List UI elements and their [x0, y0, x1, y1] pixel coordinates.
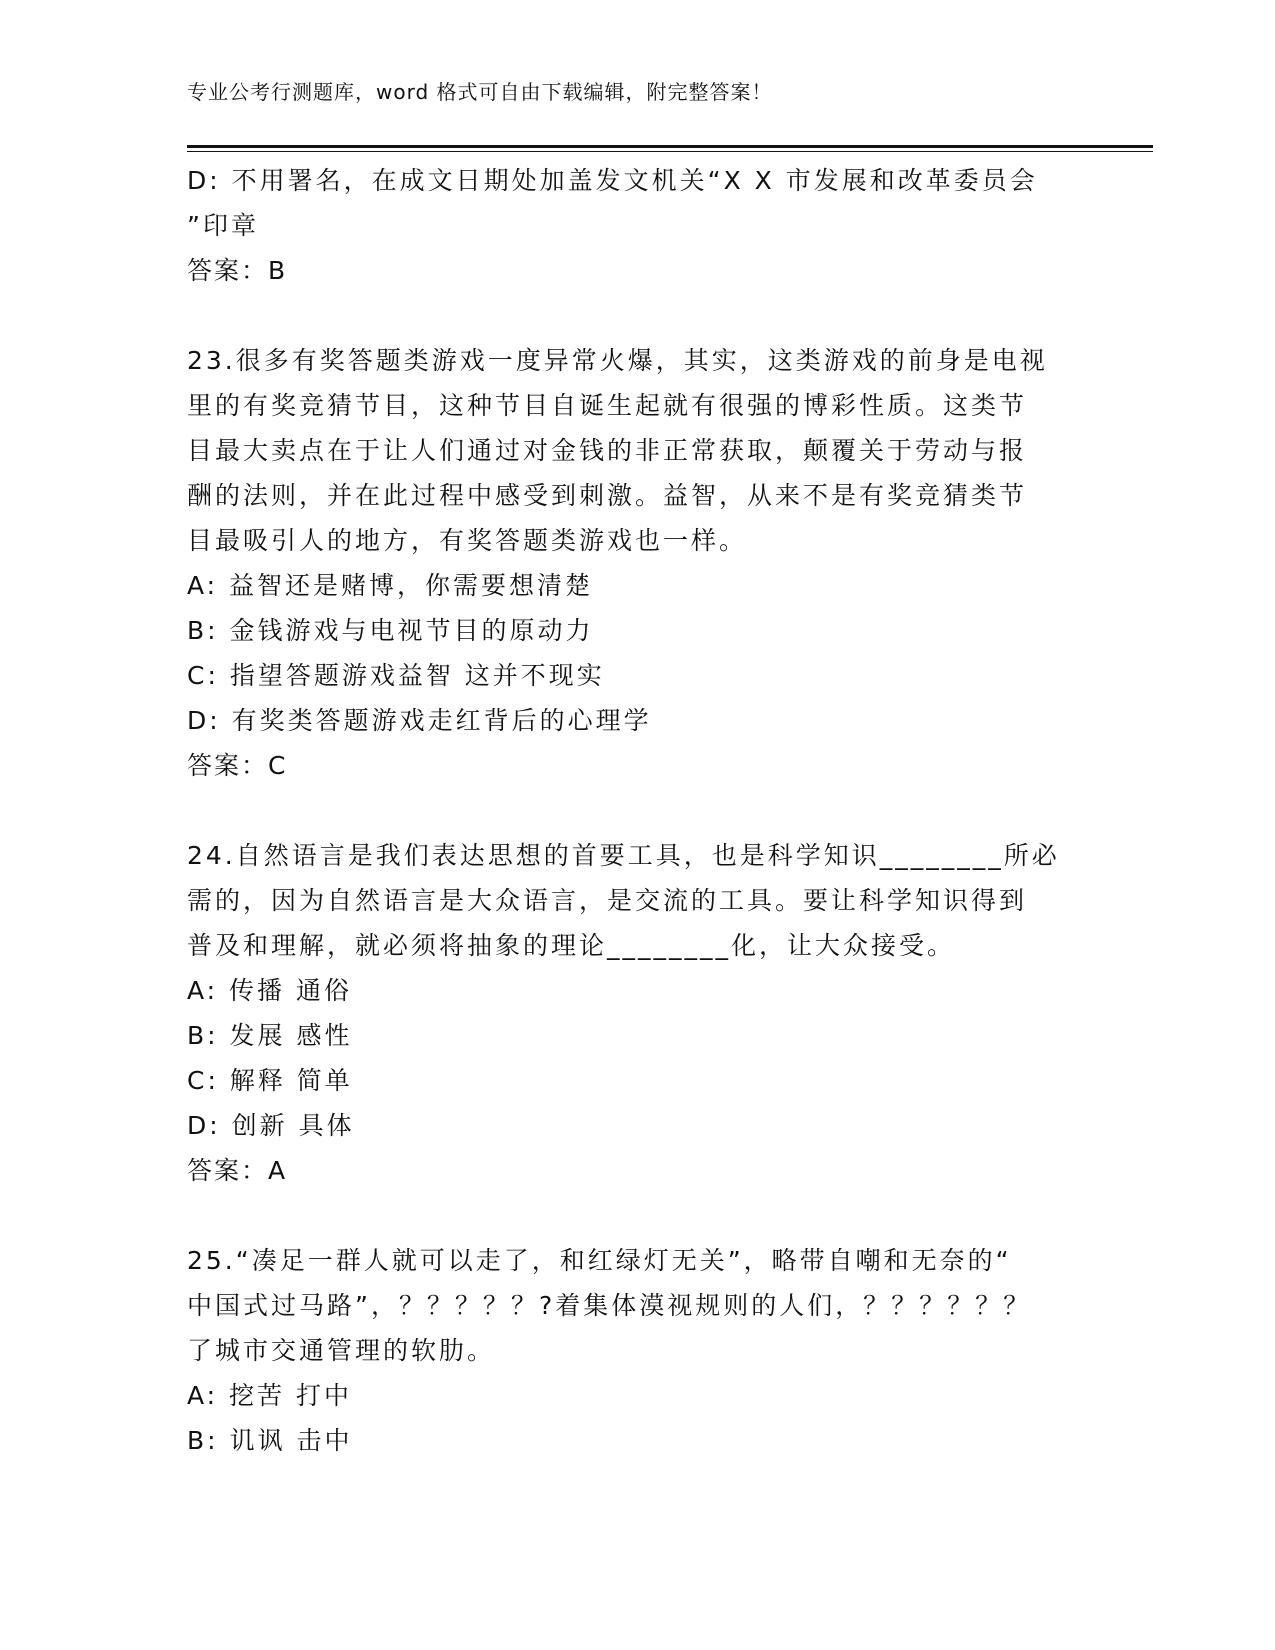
question-line: B: 发展 感性: [187, 1021, 353, 1050]
block-spacer: [187, 1194, 1087, 1238]
question-line: A: 传播 通俗: [187, 976, 352, 1005]
question-line: 里的有奖竞猜节目，这种节目自诞生起就有很强的博彩性质。这类节: [187, 391, 1028, 420]
block-spacer: [187, 789, 1087, 833]
question-line: D: 不用署名，在成文日期处加盖发文机关“X X 市发展和改革委员会: [187, 166, 1038, 195]
question-line: 目最吸引人的地方，有奖答题类游戏也一样。: [187, 526, 748, 555]
answer-line: 答案：A: [187, 1156, 288, 1185]
question-block-q23: [187, 338, 1087, 833]
question-content: [187, 158, 1087, 1463]
question-line: C: 解释 简单: [187, 1066, 353, 1095]
question-line: 目最大卖点在于让人们通过对金钱的非正常获取，颠覆关于劳动与报: [187, 436, 1028, 465]
answer-line: 答案：B: [187, 256, 288, 285]
question-line: 普及和理解，就必须将抽象的理论________化，让大众接受。: [187, 931, 956, 960]
question-line: 23.很多有奖答题类游戏一度异常火爆，其实，这类游戏的前身是电视: [187, 346, 1048, 375]
question-block-q25: [187, 1238, 1087, 1463]
question-line: C: 指望答题游戏益智 这并不现实: [187, 661, 605, 690]
question-line: ”印章: [187, 211, 259, 240]
question-line: 需的，因为自然语言是大众语言，是交流的工具。要让科学知识得到: [187, 886, 1028, 915]
page-header: 专业公考行测题库，word 格式可自由下载编辑，附完整答案！: [187, 80, 773, 104]
block-spacer: [187, 294, 1087, 338]
header-rule-thick: [187, 145, 1153, 148]
question-line: B: 金钱游戏与电视节目的原动力: [187, 616, 594, 645]
question-line: 中国式过马路”，？？？？？?着集体漠视规则的人们，？？？？？？: [187, 1291, 1032, 1320]
question-line: A: 挖苦 打中: [187, 1381, 352, 1410]
question-line: 酬的法则，并在此过程中感受到刺激。益智，从来不是有奖竞猜类节: [187, 481, 1028, 510]
question-line: D: 创新 具体: [187, 1111, 355, 1140]
question-line: D: 有奖类答题游戏走红背后的心理学: [187, 706, 652, 735]
header-rule-thin: [187, 151, 1153, 152]
question-line: A: 益智还是赌博，你需要想清楚: [187, 571, 594, 600]
question-line: B: 讥讽 击中: [187, 1426, 353, 1455]
question-block-q24: [187, 833, 1087, 1238]
question-line: 24.自然语言是我们表达思想的首要工具，也是科学知识________所必: [187, 841, 1060, 870]
question-block-q22-tail: [187, 158, 1087, 338]
question-line: 了城市交通管理的软肋。: [187, 1336, 496, 1365]
question-line: 25.“凑足一群人就可以走了，和红绿灯无关”，略带自嘲和无奈的“: [187, 1246, 1012, 1275]
answer-line: 答案：C: [187, 751, 288, 780]
